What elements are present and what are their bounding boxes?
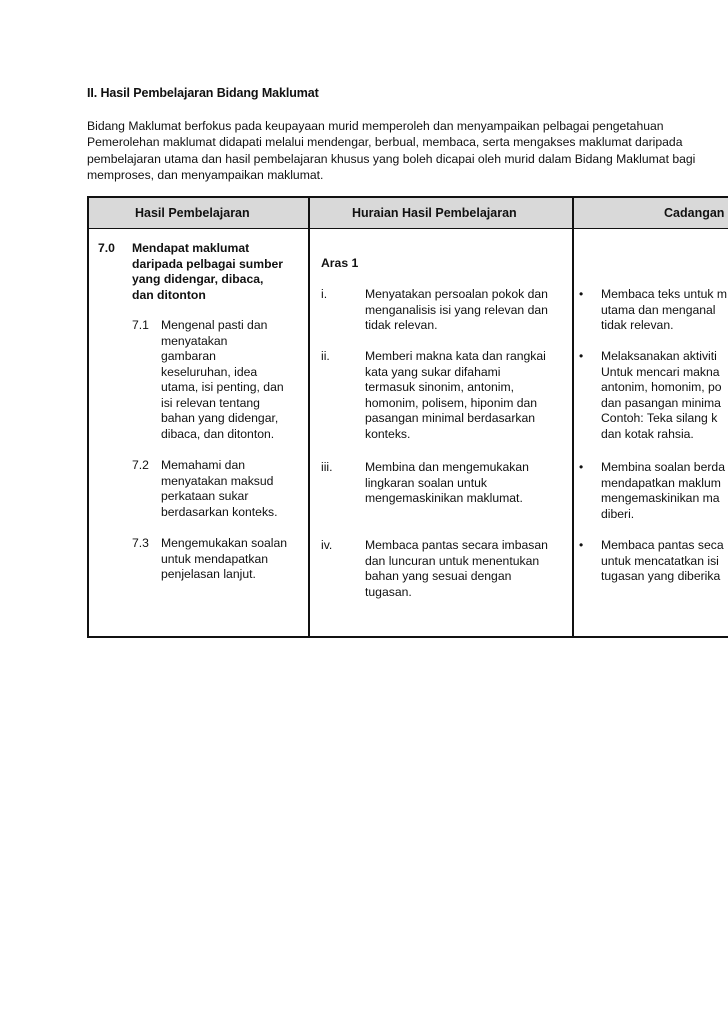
header-cadangan: Cadangan <box>664 206 725 220</box>
suggestion-text: Membaca pantas seca untuk mencatatkan isi tugasan yang diberika <box>601 538 724 583</box>
intro-line: pembelajaran utama dan hasil pembelajaran khusus yang boleh dicapai oleh murid dalam Bidang Maklumat bagi <box>87 151 696 166</box>
bullet-icon: • <box>579 460 584 474</box>
description-numeral: ii. <box>321 349 330 363</box>
bullet-icon: • <box>579 349 584 363</box>
intro-paragraph <box>87 118 728 183</box>
description-numeral: iii. <box>321 460 333 474</box>
description-text: Membaca pantas secara imbasan dan luncuran untuk menentukan bahan yang sesuai dengan tugasan. <box>365 538 548 599</box>
column-divider <box>308 198 310 636</box>
suggestion-text: Membaca teks untuk m utama dan menganal tidak relevan. <box>601 287 727 332</box>
sub-outcome-text: Memahami dan menyatakan maksud perkataan sukar berdasarkan konteks. <box>161 458 278 519</box>
sub-outcome-number: 7.1 <box>132 318 149 332</box>
description-text: Memberi makna kata dan rangkai kata yang sukar difahami termasuk sinonim, antonim, homonim, polisem, hiponim dan pasangan minimal berdasarkan konteks. <box>365 349 546 441</box>
suggestion-text: Melaksanakan aktiviti Untuk mencari makna antonim, homonim, po dan pasangan minima Contoh: Teka silang k dan kotak rahsia. <box>601 349 722 441</box>
sub-outcome-text: Mengenal pasti dan menyatakan gambaran keseluruhan, idea utama, isi penting, dan isi relevan tentang bahan yang didengar, dibaca, dan ditonton. <box>161 318 284 441</box>
sub-outcome-text: Mengemukakan soalan untuk mendapatkan penjelasan lanjut. <box>161 536 288 581</box>
outcome-number: 7.0 <box>98 241 115 255</box>
column-divider <box>572 198 574 636</box>
description-text: Menyatakan persoalan pokok dan menganalisis isi yang relevan dan tidak relevan. <box>365 287 548 332</box>
header-hasil-pembelajaran: Hasil Pembelajaran <box>135 206 250 220</box>
description-text: Membina dan mengemukakan lingkaran soalan untuk mengemaskinikan maklumat. <box>365 460 529 505</box>
description-numeral: i. <box>321 287 328 301</box>
sub-outcome-number: 7.2 <box>132 458 149 472</box>
suggestion-text: Membina soalan berda mendapatkan maklum mengemaskinikan ma diberi. <box>601 460 725 521</box>
level-label: Aras 1 <box>321 256 359 270</box>
intro-line: Bidang Maklumat berfokus pada keupayaan murid memperoleh dan menyampaikan pelbagai pengetahuan <box>87 119 664 133</box>
sub-outcome-number: 7.3 <box>132 536 149 550</box>
outcome-title: Mendapat maklumat daripada pelbagai sumber yang didengar, dibaca, dan ditonton <box>132 241 284 302</box>
bullet-icon: • <box>579 538 584 552</box>
intro-line: Pemerolehan maklumat didapati melalui mendengar, berbual, membaca, serta mengakses maklumat daripada <box>87 135 683 150</box>
header-huraian: Huraian Hasil Pembelajaran <box>352 206 517 220</box>
learning-outcomes-table <box>87 196 728 638</box>
description-numeral: iv. <box>321 538 333 552</box>
intro-line: memproses, dan menyampaikan maklumat. <box>87 167 324 182</box>
section-heading: II. Hasil Pembelajaran Bidang Maklumat <box>87 86 319 100</box>
bullet-icon: • <box>579 287 584 301</box>
